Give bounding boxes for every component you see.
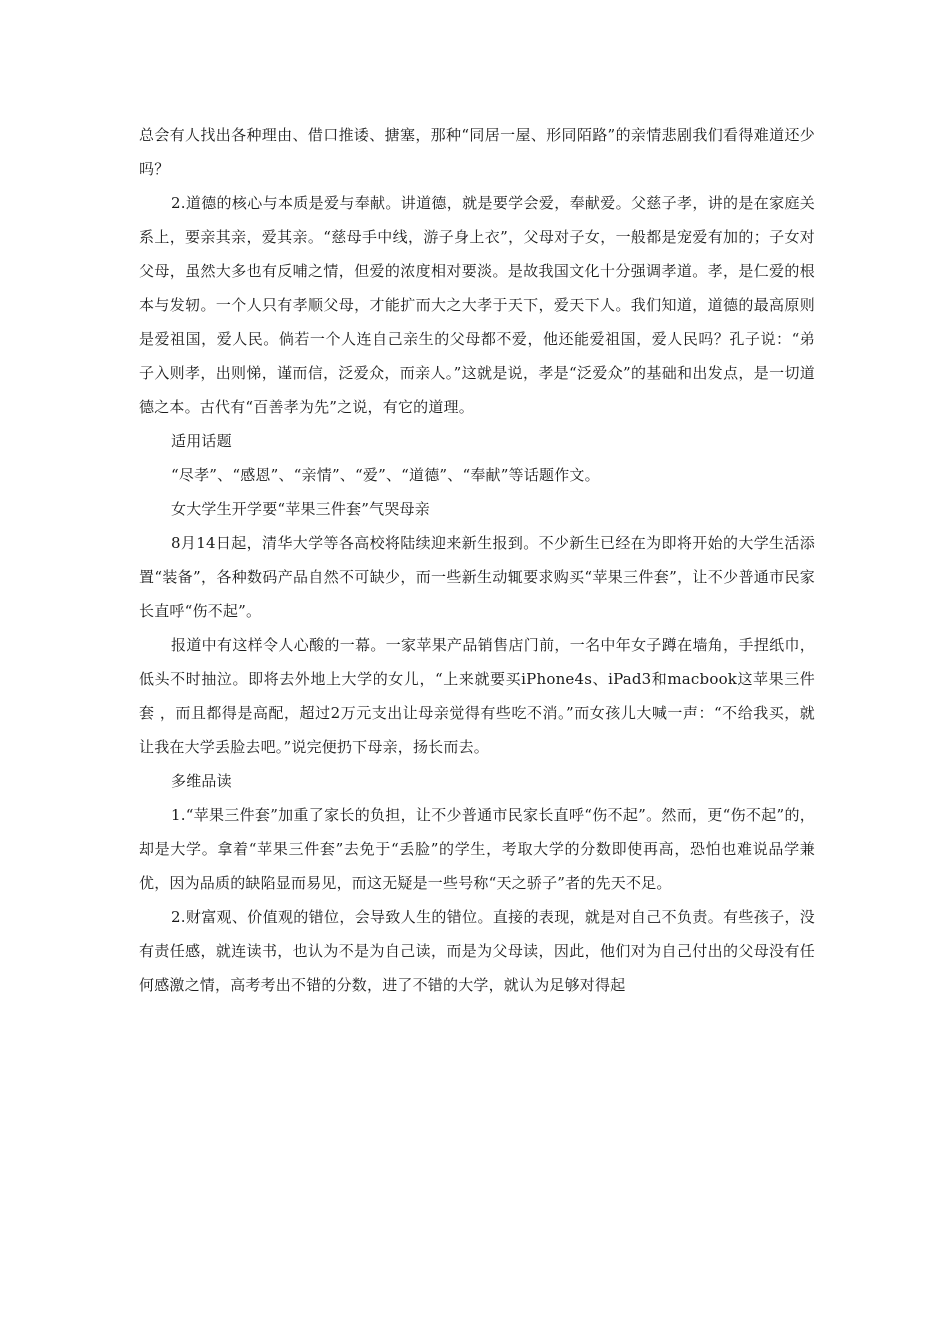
document-page <box>139 118 815 1002</box>
paragraph-2: 2.道德的核心与本质是爱与奉献。讲道德，就是要学会爱，奉献爱。父慈子孝，讲的是在家庭关系上，要亲其亲，爱其亲。“慈母手中线，游子身上衣”，父母对子女，一般都是宠爱有加的；子女对父母，虽然大多也有反哺之情，但爱的浓度相对要淡。是故我国文化十分强调孝道。孝，是仁爱的根本与发轫。一个人只有孝顺父母，才能扩而大之大孝于天下，爱天下人。我们知道，道德的最高原则是爱祖国，爱人民。倘若一个人连自己亲生的父母都不爱，他还能爱祖国，爱人民吗？孔子说：“弟子入则孝，出则悌，谨而信，泛爱众，而亲人。”这就是说，孝是“泛爱众”的基础和出发点，是一切道德之本。古代有“百善孝为先”之说，有它的道理。 <box>139 194 815 416</box>
section-heading-story: 女大学生开学要“苹果三件套”气哭母亲 <box>171 500 430 518</box>
paragraph-story-1: 8月14日起，清华大学等各高校将陆续迎来新生报到。不少新生已经在为即将开始的大学生活添置“装备”，各种数码产品自然不可缺少，而一些新生动辄要求购买“苹果三件套”，让不少普通市民家长直呼“伤不起”。 <box>139 534 815 620</box>
section-heading-topics: 适用话题 <box>171 432 232 450</box>
paragraph-1: 总会有人找出各种理由、借口推诿、搪塞，那种“同居一屋、形同陌路”的亲情悲剧我们看得难道还少吗？ <box>139 126 815 178</box>
paragraph-story-2: 报道中有这样令人心酸的一幕。一家苹果产品销售店门前，一名中年女子蹲在墙角，手捏纸巾，低头不时抽泣。即将去外地上大学的女儿，“上来就要买iPhone4s、iPad3和macbook这苹果三件套 ，而且都得是高配，超过2万元支出让母亲觉得有些吃不消。”而女孩儿大喊一声：“不给我买，就让我在大学丢脸去吧。”说完便扔下母亲，扬长而去。 <box>139 636 815 756</box>
section-heading-reading: 多维品读 <box>171 772 232 790</box>
paragraph-topics: “尽孝”、“感恩”、“亲情”、“爱”、“道德”、“奉献”等话题作文。 <box>171 466 600 484</box>
paragraph-reading-1: 1.“苹果三件套”加重了家长的负担，让不少普通市民家长直呼“伤不起”。然而，更“伤不起”的，却是大学。拿着“苹果三件套”去免于“丢脸”的学生，考取大学的分数即使再高，恐怕也难说品学兼优，因为品质的缺陷显而易见，而这无疑是一些号称“天之骄子”者的先天不足。 <box>139 806 815 892</box>
paragraph-reading-2: 2.财富观、价值观的错位，会导致人生的错位。直接的表现，就是对自己不负责。有些孩子，没有责任感，就连读书，也认为不是为自己读，而是为父母读，因此，他们对为自己付出的父母没有任何感激之情，高考考出不错的分数，进了不错的大学，就认为足够对得起 <box>139 908 815 994</box>
